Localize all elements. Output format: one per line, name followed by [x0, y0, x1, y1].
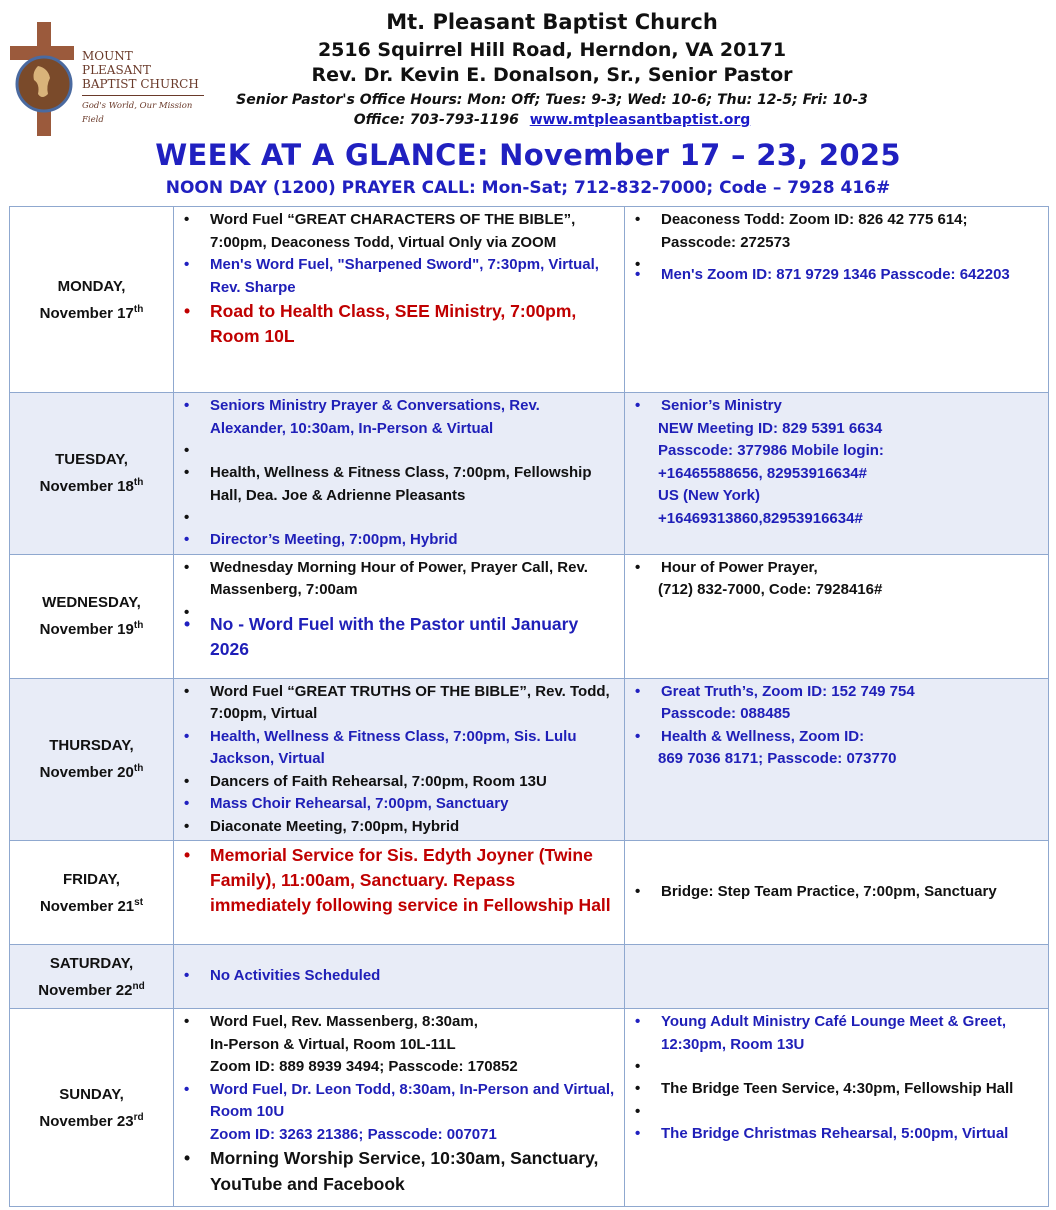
- info-item: • Health & Wellness, Zoom ID: 869 7036 8171; Passcode: 073770: [625, 726, 1042, 771]
- day-date: November 19: [39, 621, 134, 638]
- day-name: SUNDAY,: [59, 1085, 124, 1103]
- row-friday: [10, 841, 1049, 945]
- info-item: • Deaconess Todd: Zoom ID: 826 42 775 614; Passcode: 272573: [625, 209, 1042, 254]
- row-wednesday: [10, 554, 1049, 678]
- date-suffix: th: [133, 303, 144, 315]
- day-cell-sunday: [10, 1009, 174, 1207]
- events-cell: [174, 207, 625, 393]
- day-date: November 18: [39, 478, 134, 496]
- info-cell: [625, 393, 1049, 555]
- info-item: • Bridge: Step Team Practice, 7:00pm, Sanctuary: [625, 881, 1042, 904]
- date-suffix: nd: [132, 980, 145, 992]
- info-cell: [625, 207, 1049, 393]
- day-date: November 17: [39, 304, 134, 322]
- event-item: • Wednesday Morning Hour of Power, Prayer Call, Rev. Massenberg, 7:00am: [174, 557, 618, 602]
- event-item: • Diaconate Meeting, 7:00pm, Hybrid: [174, 816, 618, 839]
- info-item: • The Bridge Christmas Rehearsal, 5:00pm, Virtual: [625, 1123, 1042, 1146]
- event-item: • Mass Choir Rehearsal, 7:00pm, Sanctuary: [174, 793, 618, 816]
- event-item: • No Activities Scheduled: [174, 965, 618, 988]
- info-cell: [625, 554, 1049, 678]
- page-header: [200, 8, 904, 128]
- prayer-call: NOON DAY (1200) PRAYER CALL: Mon-Sat; 712-832-7000; Code – 7928 416#: [165, 178, 891, 198]
- day-name: WEDNESDAY,: [42, 594, 141, 611]
- event-item: • Men's Word Fuel, "Sharpened Sword", 7:30pm, Virtual, Rev. Sharpe: [174, 254, 618, 299]
- event-item: • Word Fuel, Rev. Massenberg, 8:30am, In-Person & Virtual, Room 10L-11L Zoom ID: 889 8939 3494; Passcode: 170852: [174, 1011, 618, 1079]
- event-item: • Word Fuel, Dr. Leon Todd, 8:30am, In-Person and Virtual, Room 10U Zoom ID: 3263 21386; Passcode: 007071: [174, 1079, 618, 1147]
- event-item: • Health, Wellness & Fitness Class, 7:00pm, Fellowship Hall, Dea. Joe & Adrienne Pleasants: [174, 462, 618, 507]
- logo-tagline: God's World, Our Mission Field: [82, 95, 204, 127]
- event-item: • Seniors Ministry Prayer & Conversations, Rev. Alexander, 10:30am, In-Person & Virtual: [174, 395, 618, 440]
- day-date: November 20: [39, 764, 134, 782]
- day-name: THURSDAY,: [49, 737, 134, 755]
- info-item: • Senior’s Ministry NEW Meeting ID: 829 5391 6634 Passcode: 377986 Mobile login: +16465588656, 82953916634# US (New York) +16469313860,82953916634#: [625, 395, 1042, 530]
- row-monday: [10, 207, 1049, 393]
- date-suffix: th: [133, 620, 144, 631]
- date-suffix: rd: [133, 1111, 144, 1123]
- day-date: November 23: [39, 1112, 134, 1130]
- event-item: • Memorial Service for Sis. Edyth Joyner (Twine Family), 11:00am, Sanctuary. Repass immediately following service in Fellowship Hall: [174, 843, 618, 918]
- church-logo: [8, 22, 204, 140]
- info-item: • Hour of Power Prayer, (712) 832-7000, Code: 7928416#: [625, 557, 1042, 602]
- event-item: • Dancers of Faith Rehearsal, 7:00pm, Room 13U: [174, 771, 618, 794]
- pastor-name: Rev. Dr. Kevin E. Donalson, Sr., Senior Pastor: [311, 64, 793, 86]
- events-cell: [174, 841, 625, 945]
- events-cell: [174, 945, 625, 1009]
- office-line: [200, 112, 904, 128]
- info-item: • Men's Zoom ID: 871 9729 1346 Passcode: 642203: [625, 264, 1042, 287]
- events-cell: [174, 1009, 625, 1207]
- schedule-table: [9, 206, 1049, 1207]
- logo-line-2: BAPTIST CHURCH: [82, 77, 199, 91]
- week-title: WEEK AT A GLANCE: November 17 – 23, 2025: [155, 138, 901, 172]
- day-date: November 22: [38, 981, 133, 999]
- day-name: FRIDAY,: [63, 870, 120, 888]
- event-item: • No - Word Fuel with the Pastor until January 2026: [174, 612, 618, 663]
- row-tuesday: [10, 393, 1049, 555]
- event-item: • Director’s Meeting, 7:00pm, Hybrid: [174, 529, 618, 552]
- row-sunday: [10, 1009, 1049, 1207]
- church-name: Mt. Pleasant Baptist Church: [386, 10, 718, 34]
- day-cell-monday: [10, 207, 174, 393]
- date-suffix: th: [133, 763, 144, 775]
- day-cell-friday: [10, 841, 174, 945]
- day-date: November 21: [39, 897, 135, 915]
- row-saturday: [10, 945, 1049, 1009]
- day-name: MONDAY,: [57, 277, 126, 295]
- day-name: TUESDAY,: [55, 451, 128, 469]
- day-cell-thursday: [10, 678, 174, 841]
- day-name: SATURDAY,: [49, 954, 134, 972]
- info-item: • Great Truth’s, Zoom ID: 152 749 754 Passcode: 088485: [625, 681, 1042, 726]
- events-cell: [174, 678, 625, 841]
- date-suffix: st: [134, 896, 144, 908]
- date-suffix: th: [133, 477, 144, 489]
- info-item: • Young Adult Ministry Café Lounge Meet & Greet, 12:30pm, Room 13U: [625, 1011, 1042, 1056]
- day-cell-saturday: [10, 945, 174, 1009]
- logo-line-1: MOUNT PLEASANT: [82, 49, 151, 77]
- office-hours: Senior Pastor's Office Hours: Mon: Off; Tues: 9-3; Wed: 10-6; Thu: 12-5; Fri: 10-3: [236, 92, 868, 108]
- info-item: • The Bridge Teen Service, 4:30pm, Fellowship Hall: [625, 1078, 1042, 1101]
- row-thursday: [10, 678, 1049, 841]
- info-cell: [625, 1009, 1049, 1207]
- event-item: • Word Fuel “GREAT CHARACTERS OF THE BIBLE”, 7:00pm, Deaconess Todd, Virtual Only via ZOOM: [174, 209, 618, 254]
- info-cell: [625, 945, 1049, 1009]
- event-item: • Morning Worship Service, 10:30am, Sanctuary, YouTube and Facebook: [174, 1146, 618, 1197]
- event-item: • Road to Health Class, SEE Ministry, 7:00pm, Room 10L: [174, 299, 618, 349]
- info-cell: [625, 678, 1049, 841]
- day-cell-wednesday: [10, 554, 174, 678]
- events-cell: [174, 393, 625, 555]
- events-cell: [174, 554, 625, 678]
- info-cell: [625, 841, 1049, 945]
- day-cell-tuesday: [10, 393, 174, 555]
- event-item: • Word Fuel “GREAT TRUTHS OF THE BIBLE”, Rev. Todd, 7:00pm, Virtual: [174, 681, 618, 726]
- event-item: • Health, Wellness & Fitness Class, 7:00pm, Sis. Lulu Jackson, Virtual: [174, 726, 618, 771]
- office-phone: Office: 703-793-1196: [353, 112, 519, 128]
- website-link[interactable]: www.mtpleasantbaptist.org: [529, 112, 751, 128]
- church-address: 2516 Squirrel Hill Road, Herndon, VA 20171: [317, 39, 787, 61]
